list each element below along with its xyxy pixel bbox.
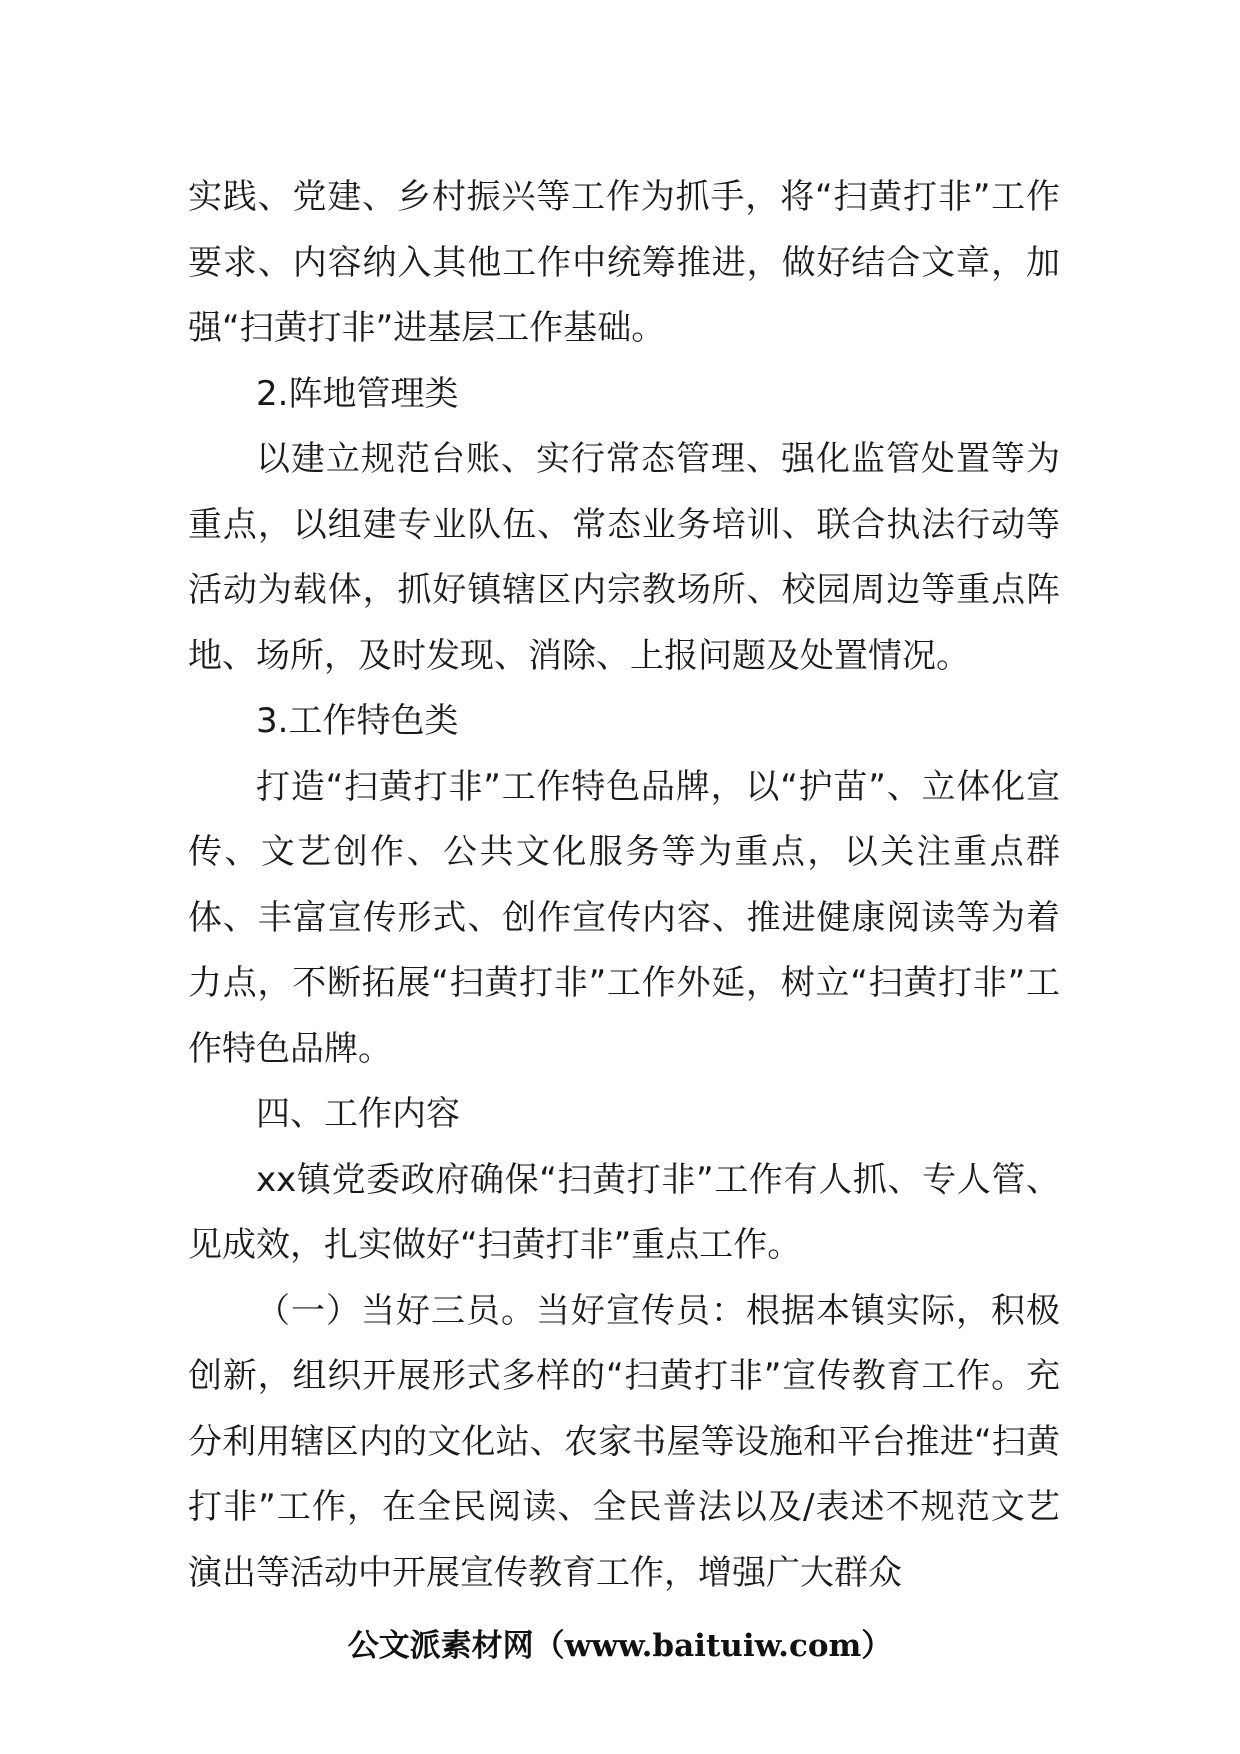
section-heading-work-features: 3.工作特色类 [256,701,459,741]
paragraph-work-content-intro: xx镇党委政府确保“扫黄打非”工作有人抓、专人管、见成效，扎实做好“扫黄打非”重点工作。 [188,1159,1060,1265]
section-heading-work-content: 四、工作内容 [256,1094,460,1134]
paragraph-continued: 实践、党建、乡村振兴等工作为抓手，将“扫黄打非”工作要求、内容纳入其他工作中统筹推进，做好结合文章，加强“扫黄打非”进基层工作基础。 [188,177,1060,348]
footer-watermark: 公文派素材网（www.baituiw.com） [347,1628,893,1664]
section-heading-position-management: 2.阵地管理类 [256,373,459,414]
paragraph-three-roles: （一）当好三员。当好宣传员：根据本镇实际，积极创新，组织开展形式多样的“扫黄打非”宣传教育工作。充分利用辖区内的文化站、农家书屋等设施和平台推进“扫黄打非”工作，在全民阅读、全民普法以及/表述不规范文艺演出等活动中开展宣传教育工作，增强广大群众 [188,1290,1060,1593]
paragraph-position-management: 以建立规范台账、实行常态管理、强化监管处置等为重点，以组建专业队伍、常态业务培训、联合执法行动等活动为载体，抓好镇辖区内宗教场所、校园周边等重点阵地、场所，及时发现、消除、上报问题及处置情况。 [188,439,1060,676]
document-body [188,165,1060,1606]
paragraph-work-features: 打造“扫黄打非”工作特色品牌，以“护苗”、立体化宣传、文艺创作、公共文化服务等为重点，以关注重点群体、丰富宣传形式、创作宣传内容、推进健康阅读等为着力点，不断拓展“扫黄打非”工作外延，树立“扫黄打非”工作特色品牌。 [188,766,1060,1069]
